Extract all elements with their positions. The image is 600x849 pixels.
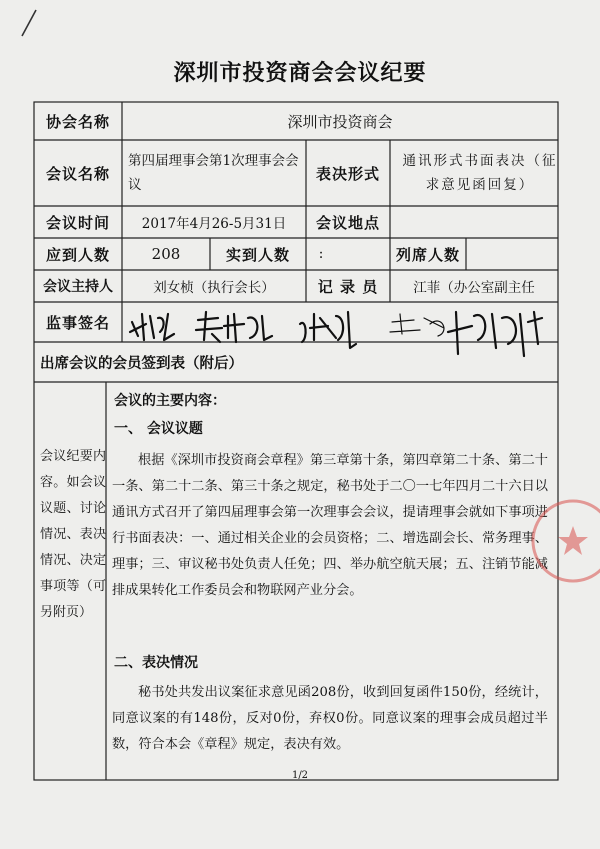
meeting-place-label: 会议地点 bbox=[315, 213, 380, 232]
meeting-time-label: 会议时间 bbox=[45, 213, 110, 232]
section2-body: 秘书处共发出议案征求意见函208份，收到回复函件150份，经统计，同意议案的有148份，反对0份，弃权0份。同意议案的理事会成员超过半数，符合本会《章程》规定，表决有效。 bbox=[112, 685, 548, 752]
meeting-name-label: 会议名称 bbox=[45, 164, 110, 183]
attendees-label: 列席人数 bbox=[395, 245, 460, 264]
supervisor-label: 监事签名 bbox=[45, 313, 110, 332]
signin-sheet-label: 出席会议的会员签到表（附后） bbox=[40, 355, 243, 372]
recorder-label: 记 录 员 bbox=[317, 277, 379, 296]
host-value: 刘女桢（执行会长） bbox=[153, 280, 275, 296]
actual-count-label: 实到人数 bbox=[225, 245, 290, 264]
expected-count-label: 应到人数 bbox=[45, 245, 110, 264]
meeting-name-value: 第四届理事会第1次理事会会议 bbox=[128, 153, 299, 193]
content-heading: 会议的主要内容： bbox=[114, 393, 226, 409]
vote-form-value: 通讯形式书面表决（征求意见函回复） bbox=[402, 153, 558, 193]
association-value: 深圳市投资商会 bbox=[287, 112, 393, 131]
pen-mark bbox=[18, 6, 42, 38]
host-label: 会议主持人 bbox=[43, 279, 113, 295]
section2-title: 二、表决情况 bbox=[114, 655, 198, 671]
expected-count-value: 208 bbox=[151, 245, 181, 263]
section1-body: 根据《深圳市投资商会章程》第三章第十条，第四章第二十条、第二十一条、第二十二条、第三十条之规定，秘书处于二〇一七年四月二十六日以通讯方式召开了第四届理事会第一次理事会会议，提请理事会就如下事项进行书面表决：一、通过相关企业的会员资格；二、增选副会长、常务理事、理事；三、审议秘书处负责人任免；四、举办航空航天展；五、注销节能减排成果转化工作委员会和物联网产业分会。 bbox=[112, 453, 548, 598]
document-title: 深圳市投资商会会议纪要 bbox=[173, 61, 427, 86]
association-label: 协会名称 bbox=[45, 112, 110, 131]
content-guidance-note: 会议纪要内容。如会议议题、讨论情况、表决情况、决定事项等（可另附页） bbox=[40, 449, 106, 620]
section1-title: 一、 会议议题 bbox=[114, 421, 203, 437]
page-number: 1/2 bbox=[291, 770, 309, 781]
meeting-time-value: 2017年4月26-5月31日 bbox=[141, 216, 287, 232]
official-seal bbox=[528, 496, 600, 586]
recorder-value: 江菲（办公室副主任 bbox=[413, 280, 535, 296]
vote-form-label: 表决形式 bbox=[315, 164, 380, 183]
actual-count-value: : bbox=[318, 246, 324, 262]
